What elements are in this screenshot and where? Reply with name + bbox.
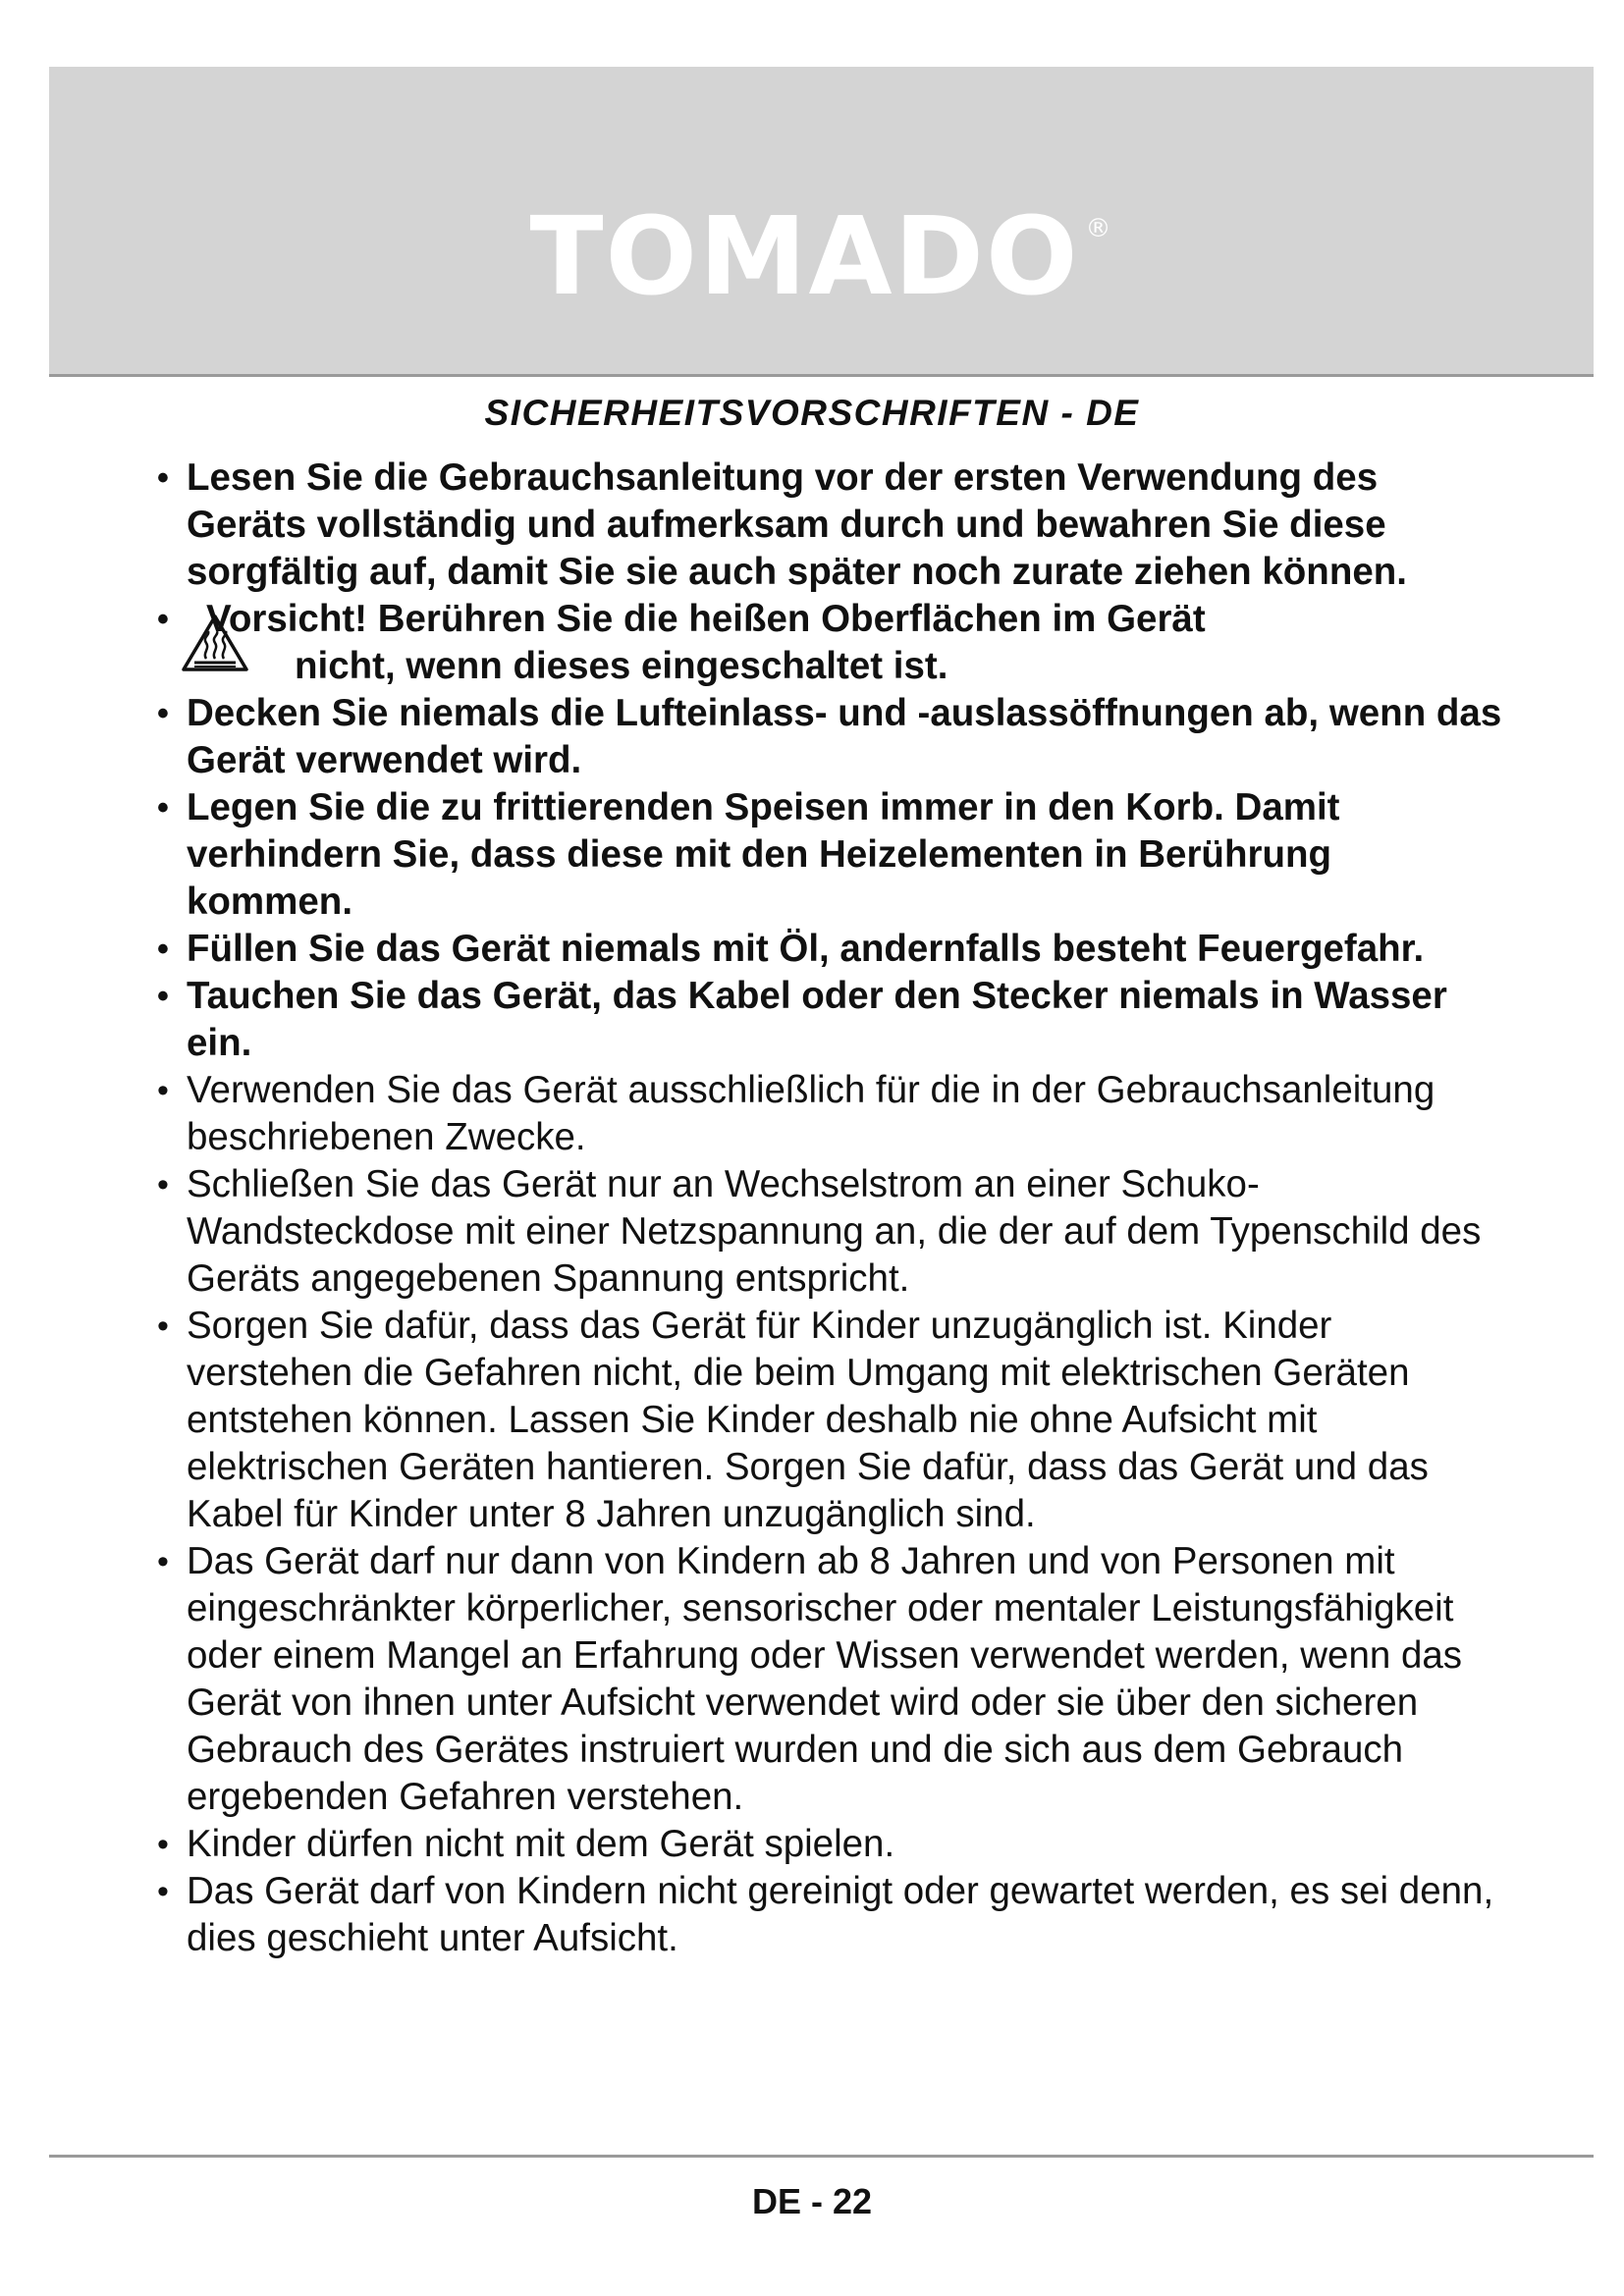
bullet: • bbox=[157, 601, 169, 638]
section-title: SICHERHEITSVORSCHRIFTEN - DE bbox=[484, 393, 1140, 433]
item-text: Das Gerät darf von Kindern nicht gereinigt oder gewartet werden, es sei denn, dies geschieht unter Aufsicht. bbox=[187, 1870, 1494, 1959]
hot-surface-warning-icon bbox=[181, 614, 249, 672]
item-text: Lesen Sie die Gebrauchsanleitung vor der ersten Verwendung des Geräts vollständig und aufmerksam durch und bewahren Sie diese sorgfältig auf, damit Sie sie auch später noch zurate ziehen können. bbox=[187, 456, 1407, 593]
item-text: Tauchen Sie das Gerät, das Kabel oder den Stecker niemals in Wasser ein. bbox=[187, 975, 1447, 1064]
list-item bbox=[157, 1161, 1502, 1303]
list-item bbox=[157, 1821, 1502, 1868]
item-text: Schließen Sie das Gerät nur an Wechselstrom an einer Schuko-Wandsteckdose mit einer Netzspannung an, die der auf dem Typenschild des Geräts angegebenen Spannung entspricht. bbox=[187, 1163, 1482, 1300]
warning-text-line2: nicht, wenn dieses eingeschaltet ist. bbox=[295, 645, 948, 687]
item-text: Das Gerät darf nur dann von Kindern ab 8 Jahren und von Personen mit eingeschränkter körperlicher, sensorischer oder mentaler Leistungsfähigkeit oder einem Mangel an Erfahrung oder Wissen verwendet werden, wenn das Gerät von ihnen unter Aufsicht verwendet wird oder sie über den sicheren Gebrauch des Gerätes instruiert wurden und die sich aus dem Gebrauch ergebenden Gefahren verstehen. bbox=[187, 1540, 1463, 1818]
item-text: Sorgen Sie dafür, dass das Gerät für Kinder unzugänglich ist. Kinder verstehen die Gefahren nicht, die beim Umgang mit elektrischen Geräten entstehen können. Lassen Sie Kinder deshalb nie ohne Aufsicht mit elektrischen Geräten hantieren. Sorgen Sie dafür, dass das Gerät und das Kabel für Kinder unter 8 Jahren unzugänglich sind. bbox=[187, 1305, 1429, 1535]
bullet: • bbox=[157, 1826, 169, 1863]
list-item bbox=[157, 926, 1502, 973]
list-item bbox=[157, 690, 1502, 784]
list-item bbox=[157, 1067, 1502, 1161]
item-text: Verwenden Sie das Gerät ausschließlich für die in der Gebrauchsanleitung beschriebenen Zwecke. bbox=[187, 1069, 1435, 1158]
bullet: • bbox=[157, 1166, 169, 1203]
list-item bbox=[157, 1868, 1502, 1962]
list-item bbox=[157, 1303, 1502, 1538]
brand-name: TOMADO bbox=[529, 193, 1080, 319]
bullet: • bbox=[157, 1308, 169, 1345]
warning-text-line1: Vorsicht! Berühren Sie die heißen Oberflächen im Gerät bbox=[206, 598, 1206, 640]
list-item bbox=[157, 454, 1502, 596]
list-item-warning bbox=[157, 596, 1502, 690]
list-item bbox=[157, 1538, 1502, 1821]
bullet: • bbox=[157, 695, 169, 732]
list-item bbox=[157, 784, 1502, 926]
item-text: Füllen Sie das Gerät niemals mit Öl, andernfalls besteht Feuergefahr. bbox=[187, 928, 1425, 970]
safety-instructions-list bbox=[157, 454, 1502, 1962]
page-number: DE - 22 bbox=[751, 2181, 873, 2221]
brand-logo bbox=[49, 67, 1594, 319]
list-item bbox=[157, 973, 1502, 1067]
bullet: • bbox=[157, 1543, 169, 1580]
registered-mark: ® bbox=[1085, 214, 1113, 243]
item-text: Legen Sie die zu frittierenden Speisen immer in den Korb. Damit verhindern Sie, dass diese mit den Heizelementen in Berührung kommen. bbox=[187, 786, 1340, 923]
bullet: • bbox=[157, 1873, 169, 1910]
item-text: Kinder dürfen nicht mit dem Gerät spielen. bbox=[187, 1823, 895, 1865]
bullet: • bbox=[157, 978, 169, 1015]
bullet: • bbox=[157, 1072, 169, 1109]
bullet: • bbox=[157, 931, 169, 968]
bullet: • bbox=[157, 789, 169, 827]
header-band bbox=[49, 67, 1594, 377]
item-text: Decken Sie niemals die Lufteinlass- und -auslassöffnungen ab, wenn das Gerät verwendet wird. bbox=[187, 692, 1502, 781]
footer-divider bbox=[49, 2155, 1594, 2158]
bullet: • bbox=[157, 459, 169, 497]
